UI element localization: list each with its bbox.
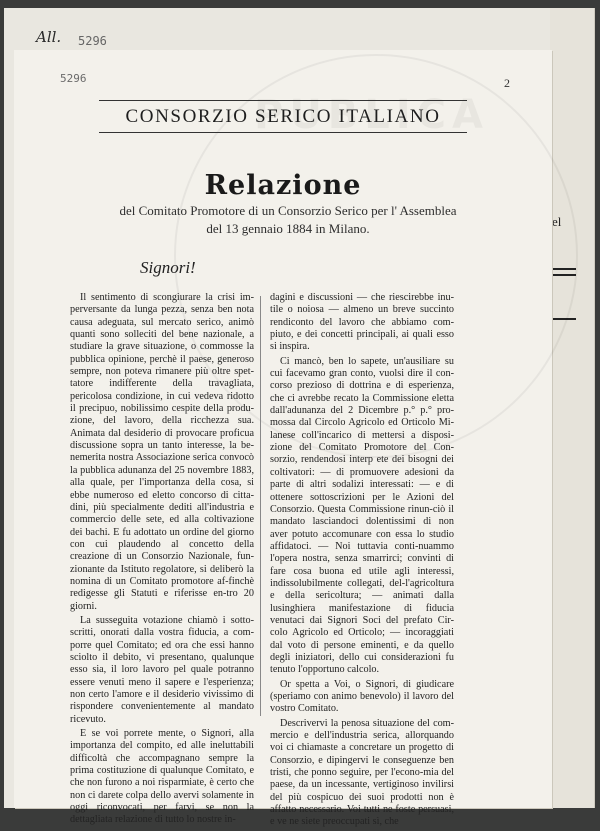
document-subtitle xyxy=(78,202,498,238)
column-divider xyxy=(260,296,261,716)
edge-rule-mark xyxy=(552,274,576,276)
paragraph: Il sentimento di scongiurare la crisi im-perversante da lunga pezza, senza ben nota causa adeguata, sul mercato serico, animò quanti sono solleciti del bene nazionale, a studiare la grave situazione, o commosse la pubblica opinione, perchè il paese, generoso sempre, non poteva rimanere più oltre spet-tatore indifferente della travagliata, pericolosa condizione, in cui vedeva ridotto il precipuo, nobilissimo cespite della produ-zione, del lavoro, della ricchezza sua. Animata dal desiderio di provocare proficua discussione sopra un tanto interesse, la be-nemerita nostra Associazione serica convocò la pubblica adunanza del 25 novembre 1883, alla quale, per l'importanza della cosa, si ebbe numeroso ed eletto concorso di citta-dini, più specialmente dediti all'industria e commercio delle sete, ed alla coltivazione dei bachi. E fu adottato un ordine del giorno con cui plaudendo al concetto della creazione di un Consorzio Nazionale, fun-zionante da Istituto regolatore, si deliberò la nomina di un Comitato promotore af-finchè redigesse gli Statuti e riferisse en-tro 20 giorni. xyxy=(70,292,254,612)
document-page xyxy=(14,50,552,828)
left-text-column xyxy=(70,292,254,829)
salutation: Signori! xyxy=(140,258,196,277)
subtitle-line: del 13 gennaio 1884 in Milano. xyxy=(206,221,370,236)
subtitle-line: del Comitato Promotore di un Consorzio Serico per l' Assemblea xyxy=(119,203,457,218)
edge-rule-mark xyxy=(552,268,576,270)
paragraph: Ci mancò, ben lo sapete, un'ausiliare su cui facevamo gran conto, vuolsi dire il con-corso prezioso di dottrina e di esperienza, che ci avrebbe recato la Commissione eletta dall'adunanza del 2 Dicembre p.° p.° pro-mossa dal Circolo Agricolo ed Orticolo Mi-lanese coll'incarico di mettersi a disposi-zione del Comitato Promotore del Con-sorzio, rendendosi interp ete dei bisogni dei coltivatori: — di promuovere adesioni da parte di altri sodalizi interessati: — e di ottenere sottoscrizioni per le Azioni del Consorzio. Questa Commissione rinun-ciò il mandato lasciandoci dolentissimi di non aver potuto accomunare con essa lo studio affidatoci. — Noi tuttavia conti-nuammo l'opera nostra, senza smarrirci; convinti di fare cosa buona ed utile agli interessi, indissolubilmente collegati, del-l'agricoltura e della sericoltura; — animati dalla lusinghiera manifestazione di fiducia venutaci dai Signori Soci del prefato Cir-colo Agricolo ed Orticolo; — incoraggiati dal voto di persone eminenti, e da quello degli iniziatori, dello cui considerazioni fu tenuto l'opportuno calcolo. xyxy=(270,355,454,676)
paragraph: E se voi porrete mente, o Signori, alla importanza del compito, ed alle ineluttabili difficoltà che accompagnano sempre la prima costituzione di qualunque Comitato, e che non furono a noi risparmiate, è certo che non ci darete colpa dello avervi solamente in oggi riconvocati, per farvi, se non la dettagliata relazione di tutto lo nostre in- xyxy=(70,728,254,826)
back-sheet-edge xyxy=(550,8,594,808)
inventory-handwritten-note: All. xyxy=(36,28,62,46)
paragraph: Or spetta a Voi, o Signori, di giudicare (speriamo con animo benevolo) il lavoro del vostro Comitato. xyxy=(270,678,454,715)
page-number: 2 xyxy=(504,76,510,90)
paragraph: La susseguita votazione chiamò i sotto-scritti, onorati dalla vostra fiducia, a com-porre quel Comitato; ed ora che essi hanno sciolto il debito, vi presentano, qualunque esso sia, il loro lavoro pel quale potranno essere venuti meno il sapere e l'esperienza; non certo l'amore e il desiderio vivissimo di rispondere convenientemente al mandato ricevuto. xyxy=(70,614,254,725)
header-bottom-rule xyxy=(99,132,467,133)
edge-visible-text: el xyxy=(552,214,562,229)
paragraph: dagini e discussioni — che riescirebbe inu-tile o noiosa — almeno un breve succinto rendiconto del lavoro che abbiamo com-piuto, e dei concetti principali, ai quali esso si inspira. xyxy=(270,292,454,353)
inventory-stamp: 5296 xyxy=(78,34,107,48)
publication-header: CONSORZIO SERICO ITALIANO xyxy=(125,106,441,127)
page-inventory-stamp: 5296 xyxy=(60,72,87,85)
right-text-column xyxy=(270,292,454,831)
paragraph: Descrivervi la penosa situazione del com-mercio e dell'industria serica, allorquando voi ci chiamaste a concretare un progetto di Consorzio, e dipingervi le conseguenze ben tristi, che ponno seguire, per l'econo-mia del paese, da un incessante, vertiginoso invilirsi del più cospicuo dei suoi prodotti non è affatto necessario. Voi tutti ne foste persuasi, e ve ne siete preoccupati sì, che xyxy=(270,717,454,828)
edge-rule-mark xyxy=(552,318,576,320)
document-title: Relazione xyxy=(204,170,362,201)
header-top-rule xyxy=(99,100,467,101)
